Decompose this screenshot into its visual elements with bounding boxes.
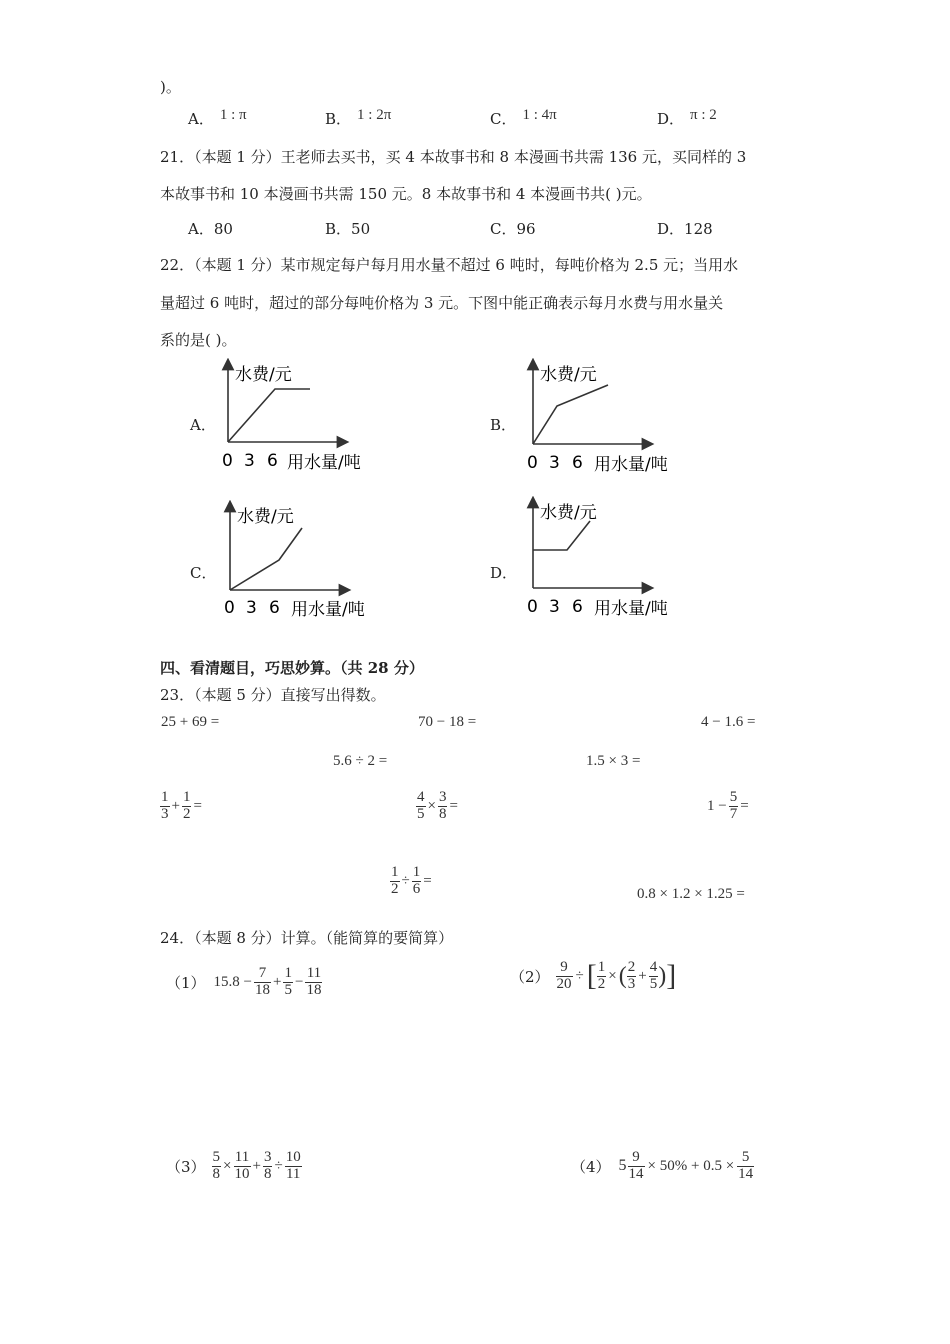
q24-problem-2: （2） $\frac{9}{20}$ ÷ [ $\frac{1}{2}$ × ( $\frac{2}{3}$ + $\frac{4}{5}$ ) ] xyxy=(510,959,677,993)
section-heading: 四、看清题目，巧思妙算。（共 28 分） xyxy=(160,659,424,677)
q20-tail: )。 xyxy=(160,78,181,96)
y-axis-label: 水费/元 xyxy=(237,507,294,527)
q21-option-c[interactable]: C．96 xyxy=(490,220,536,238)
q23-expr-7: $\frac{4}{5}$ × $\frac{3}{8}$ = xyxy=(417,789,458,822)
x-axis-label: 用水量/吨 xyxy=(594,599,668,619)
q20-option-a[interactable]: A． 1 : π xyxy=(188,107,247,128)
q24-problem-1: （1） 15.8 − $\frac{7}{18}$ + $\frac{1}{5}$ − $\frac{11}{18}$ xyxy=(166,965,322,998)
q23-expr-8: 1 − $\frac{5}{7}$ = xyxy=(707,789,749,822)
tick-3: 3 xyxy=(549,453,560,473)
graph-line xyxy=(533,385,608,444)
q23-expr-10: 0.8 × 1.2 × 1.25 = xyxy=(637,886,745,902)
q22-graph-a[interactable] xyxy=(215,358,395,478)
q22-graph-c[interactable] xyxy=(217,500,397,624)
tick-3: 3 xyxy=(244,451,255,471)
q21-option-a[interactable]: A．80 xyxy=(188,220,233,238)
graph-line xyxy=(230,528,302,590)
q23-expr-3: 4 − 1.6 = xyxy=(701,714,756,730)
q21-option-d[interactable]: D．128 xyxy=(657,220,713,238)
q22-option-d-label[interactable]: D． xyxy=(490,564,518,582)
q22-text-line1: 22．（本题 1 分）某市规定每户每月用水量不超过 6 吨时，每吨价格为 2.5 元；当用水 xyxy=(160,256,739,274)
q23-expr-9: $\frac{1}{2}$ ÷ $\frac{1}{6}$ = xyxy=(391,864,432,897)
q22-text-line2: 量超过 6 吨时，超过的部分每吨价格为 3 元。下图中能正确表示每月水费与用水量关 xyxy=(160,294,724,312)
q20-option-d[interactable]: D． π : 2 xyxy=(657,107,717,128)
tick-6: 6 xyxy=(267,451,278,471)
tick-0: 0 xyxy=(222,451,233,471)
q20-option-c[interactable]: C． 1 : 4π xyxy=(490,107,557,128)
tick-6: 6 xyxy=(572,597,583,617)
q22-option-c-label[interactable]: C． xyxy=(190,564,217,582)
q20-option-b[interactable]: B． 1 : 2π xyxy=(325,107,392,128)
q23-expr-1: 25 + 69 = xyxy=(161,714,220,730)
q24-problem-3: （3） $\frac{5}{8}$ × $\frac{11}{10}$ + $\frac{3}{8}$ ÷ $\frac{10}{11}$ xyxy=(166,1149,301,1182)
x-axis-label: 用水量/吨 xyxy=(291,600,365,620)
q23-expr-4: 5.6 ÷ 2 = xyxy=(333,753,388,769)
y-axis-label: 水费/元 xyxy=(235,365,292,385)
q21-text-line2: 本故事书和 10 本漫画书共需 150 元。8 本故事书和 4 本漫画书共( )元。 xyxy=(160,185,652,203)
tick-3: 3 xyxy=(549,597,560,617)
q21-text-line1: 21．（本题 1 分）王老师去买书，买 4 本故事书和 8 本漫画书共需 136 元，买同样的 3 xyxy=(160,148,747,166)
tick-3: 3 xyxy=(246,598,257,618)
q24-problem-4: （4） 5 $\frac{9}{14}$ × 50% + 0.5 × $\frac{5}{14}$ xyxy=(571,1149,754,1182)
q23-expr-5: 1.5 × 3 = xyxy=(586,753,641,769)
x-axis-label: 用水量/吨 xyxy=(594,455,668,475)
q22-option-a-label[interactable]: A． xyxy=(190,416,216,434)
q22-graph-b[interactable] xyxy=(520,358,700,478)
tick-6: 6 xyxy=(572,453,583,473)
q22-graph-d[interactable] xyxy=(520,496,700,622)
graph-line xyxy=(533,521,590,550)
tick-6: 6 xyxy=(269,598,280,618)
tick-0: 0 xyxy=(527,453,538,473)
q23-expr-6: $\frac{1}{3}$ + $\frac{1}{2}$ = xyxy=(161,789,202,822)
q22-text-line3: 系的是( )。 xyxy=(160,331,237,349)
q23-expr-2: 70 − 18 = xyxy=(418,714,477,730)
tick-0: 0 xyxy=(527,597,538,617)
y-axis-label: 水费/元 xyxy=(540,365,597,385)
q22-option-b-label[interactable]: B． xyxy=(490,416,517,434)
q23-title: 23．（本题 5 分）直接写出得数。 xyxy=(160,686,386,704)
x-axis-label: 用水量/吨 xyxy=(287,453,361,473)
q21-option-b[interactable]: B．50 xyxy=(325,220,371,238)
graph-line xyxy=(228,389,310,442)
q24-title: 24．（本题 8 分）计算。（能简算的要简算） xyxy=(160,929,454,947)
tick-0: 0 xyxy=(224,598,235,618)
y-axis-label: 水费/元 xyxy=(540,503,597,523)
